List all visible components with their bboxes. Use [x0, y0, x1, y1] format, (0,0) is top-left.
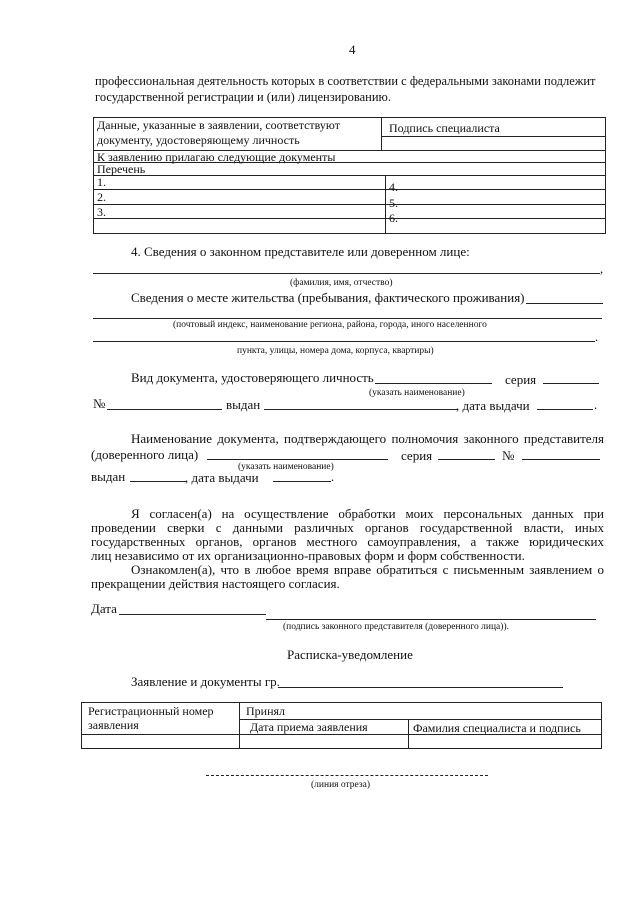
id-number-field[interactable]: [107, 409, 222, 410]
issue-date-label: , дата выдачи: [456, 398, 530, 413]
number-sign-2: №: [502, 448, 515, 463]
issued-by-field-2[interactable]: [130, 481, 186, 482]
signature-field[interactable]: [266, 619, 596, 620]
list-label: Перечень: [97, 162, 146, 176]
date-label: Дата: [91, 601, 117, 616]
issued-by-field[interactable]: [264, 409, 458, 410]
authority-name-hint: (указать наименование): [238, 462, 334, 472]
specialist-name-label: Фамилия специалиста и подпись: [413, 721, 581, 735]
authority-document-label-1: Наименование документа, подтверждающего полномочия законного представителя: [131, 431, 604, 446]
authority-document-label-2: (доверенного лица): [91, 447, 199, 462]
id-document-type-field[interactable]: [375, 383, 492, 384]
attached-documents-label: К заявлению прилагаю следующие документы: [97, 150, 336, 164]
issued-label: выдан: [226, 397, 261, 412]
address-field-2[interactable]: [93, 341, 595, 342]
intro-line-1: профессиональная деятельность которых в соответствии с федеральными законами подлежит: [95, 74, 596, 88]
cut-line: [206, 775, 488, 776]
list-item-4: 4.: [389, 180, 398, 194]
date-field[interactable]: [119, 614, 266, 615]
issued-label-2: выдан: [91, 469, 126, 484]
specialist-signature-label: Подпись специалиста: [389, 121, 500, 135]
authority-document-field[interactable]: [207, 459, 388, 460]
reg-number-label-1: Регистрационный номер: [88, 704, 214, 718]
series-field[interactable]: [543, 383, 599, 384]
consent-line-2: проведении сверки с данными различных органов государственной власти, иных: [91, 520, 604, 535]
series-field-2[interactable]: [438, 459, 495, 460]
issue-date-field-2[interactable]: [273, 481, 331, 482]
notice-line-1: Ознакомлен(а), что в любое время вправе обратиться с письменным заявлением о: [131, 562, 604, 577]
number-sign: №: [93, 396, 106, 411]
accepted-label: Принял: [246, 704, 286, 718]
series-label: серия: [505, 372, 537, 387]
signature-hint: (подпись законного представителя (доверенного лица)).: [283, 622, 509, 632]
consent-line-1: Я согласен(а) на осуществление обработки моих персональных данных при: [131, 506, 604, 521]
address-field-1[interactable]: [93, 318, 602, 319]
representative-heading: 4. Сведения о законном представителе или доверенном лице:: [131, 244, 470, 259]
consent-line-4: лиц независимо от их организационно-правовых форм и форм собственности.: [91, 548, 525, 563]
applicant-name-field[interactable]: [278, 687, 563, 688]
list-item-5: 5.: [389, 196, 398, 210]
issue-date-field[interactable]: [537, 409, 593, 410]
address-hint-2: пункта, улицы, номера дома, корпуса, квартиры): [237, 346, 434, 356]
residence-label: Сведения о месте жительства (пребывания, фактического проживания): [131, 290, 525, 305]
receipt-title: Расписка-уведомление: [287, 647, 413, 662]
list-item-3: 3.: [97, 205, 106, 219]
data-matches-label-2: документу, удостоверяющему личность: [97, 133, 300, 147]
data-matches-label-1: Данные, указанные в заявлении, соответствуют: [97, 118, 340, 132]
reg-number-label-2: заявления: [88, 718, 139, 732]
fio-field[interactable]: [93, 273, 600, 274]
applicant-label: Заявление и документы гр.: [131, 674, 280, 689]
date-accepted-label: Дата приема заявления: [250, 720, 368, 734]
id-document-label: Вид документа, удостоверяющего личность: [131, 370, 374, 385]
issue-date-label-2: , дата выдачи: [185, 470, 259, 485]
notice-line-2: прекращении действия настоящего согласия.: [91, 576, 340, 591]
authority-number-field[interactable]: [522, 459, 600, 460]
consent-line-3: государственных органов, органов местного самоуправления, а также юридических: [91, 534, 604, 549]
list-item-1: 1.: [97, 175, 106, 189]
fio-hint: (фамилия, имя, отчество): [290, 278, 393, 288]
address-hint-1: (почтовый индекс, наименование региона, района, города, иного населенного: [173, 320, 487, 330]
id-name-hint: (указать наименование): [369, 388, 465, 398]
list-item-2: 2.: [97, 190, 106, 204]
residence-field-end[interactable]: [526, 303, 603, 304]
intro-line-2: государственной регистрации и (или) лицензированию.: [95, 90, 391, 104]
cut-line-hint: (линия отреза): [311, 780, 371, 790]
page-number: 4: [349, 42, 356, 57]
list-item-6: 6.: [389, 211, 398, 225]
series-label-2: серия: [401, 448, 433, 463]
